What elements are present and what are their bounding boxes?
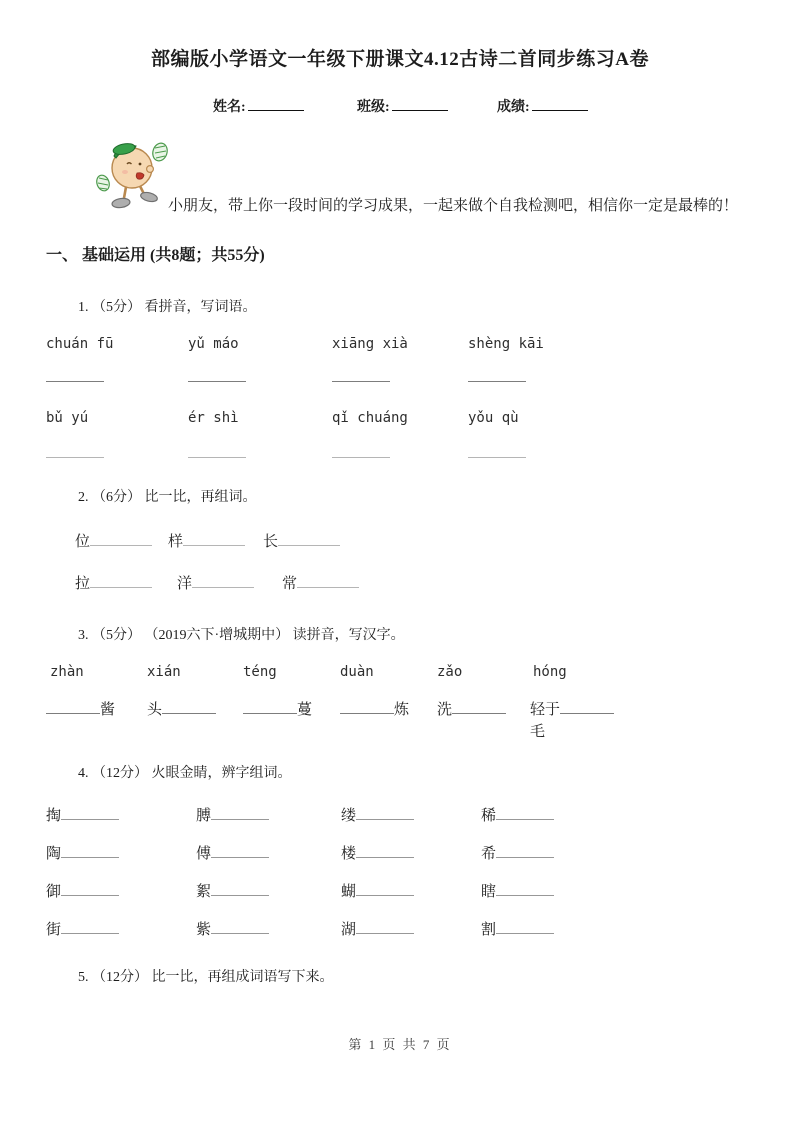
answer-blank (297, 574, 359, 588)
answer-blank (192, 574, 254, 588)
answer-blank (278, 532, 340, 546)
q2-char: 位 (75, 534, 91, 550)
answer-blank (61, 920, 119, 934)
answer-blank (356, 882, 414, 896)
q2-word-cell (168, 530, 245, 551)
q4-word-cell (341, 842, 414, 863)
score-blank (532, 96, 588, 111)
happy-child-mascot-icon (94, 136, 176, 214)
q3-answer-cell (340, 698, 409, 719)
q4-word-cell (481, 842, 554, 863)
answer-blank (496, 844, 554, 858)
q4-word-cell (46, 804, 119, 825)
answer-blank (46, 700, 100, 714)
answer-blank (211, 806, 269, 820)
q2-char: 洋 (177, 576, 193, 592)
answer-blank (332, 368, 390, 382)
q4-word-cell (196, 880, 269, 901)
answer-blank (332, 444, 390, 458)
q3-pinyin: hóng (533, 664, 567, 680)
q2-word-cell (177, 572, 254, 593)
q2-word-cell (282, 572, 359, 593)
q2-char: 样 (168, 534, 184, 550)
class-field (357, 96, 448, 116)
answer-blank (560, 700, 614, 714)
q4-char: 御 (46, 884, 62, 900)
q4-word-cell (46, 842, 119, 863)
q2-word-cell (75, 572, 152, 593)
answer-blank (61, 882, 119, 896)
answer-blank (90, 532, 152, 546)
answer-blank (340, 700, 394, 714)
answer-blank (356, 844, 414, 858)
q4-word-cell (481, 880, 554, 901)
section-1-heading: 一、 基础运用 (共8题；共55分) (46, 247, 265, 264)
q2-word-cell (263, 530, 340, 551)
class-blank (392, 96, 448, 111)
answer-blank (452, 700, 506, 714)
q3-answer-cell (243, 698, 312, 719)
intro-message: 小朋友，带上你一段时间的学习成果，一起来做个自我检测吧，相信你一定是最棒的！ (168, 198, 739, 214)
q1-pinyin: qǐ chuáng (332, 410, 408, 426)
q4-char: 紫 (196, 922, 212, 938)
answer-blank (468, 444, 526, 458)
answer-blank (61, 844, 119, 858)
answer-blank (496, 920, 554, 934)
q2-char: 拉 (75, 576, 91, 592)
q4-char: 絮 (196, 884, 212, 900)
answer-blank (90, 574, 152, 588)
name-label: 姓名: (213, 100, 246, 115)
q4-word-cell (196, 918, 269, 939)
q2-char: 常 (282, 576, 298, 592)
answer-blank (46, 368, 104, 382)
q3-pinyin: duàn (340, 664, 374, 680)
name-blank (248, 96, 304, 111)
q4-word-cell (46, 918, 119, 939)
q3-answer-cell (437, 698, 506, 719)
q4-word-cell (196, 804, 269, 825)
q3-char: 轻于 (530, 702, 561, 718)
answer-blank (356, 806, 414, 820)
q4-word-cell (481, 918, 554, 939)
answer-blank (46, 444, 104, 458)
answer-blank (356, 920, 414, 934)
answer-blank (496, 806, 554, 820)
q4-char: 稀 (481, 808, 497, 824)
q3-pinyin: téng (243, 664, 277, 680)
answer-blank (61, 806, 119, 820)
q5-header: 5. （12分） 比一比，再组成词语写下来。 (78, 970, 334, 985)
q4-char: 割 (481, 922, 497, 938)
answer-blank (162, 700, 216, 714)
q4-char: 缕 (341, 808, 357, 824)
q1-pinyin: chuán fū (46, 336, 114, 352)
q3-pinyin: zhàn (50, 664, 84, 680)
q4-word-cell (341, 918, 414, 939)
page-title: 部编版小学语文一年级下册课文4.12古诗二首同步练习A卷 (151, 49, 649, 70)
answer-blank (188, 368, 246, 382)
q1-pinyin: yǔ máo (188, 336, 239, 352)
answer-blank (211, 882, 269, 896)
q3-char: 头 (147, 702, 163, 718)
q2-word-cell (75, 530, 152, 551)
q4-char: 街 (46, 922, 62, 938)
q3-answer-cell (530, 698, 614, 719)
q3-char: 酱 (100, 702, 116, 718)
q3-char: 炼 (394, 702, 410, 718)
class-label: 班级: (357, 100, 390, 115)
q4-word-cell (46, 880, 119, 901)
q4-word-cell (341, 804, 414, 825)
answer-blank (243, 700, 297, 714)
q4-header: 4. （12分） 火眼金睛，辨字组词。 (78, 766, 292, 781)
q4-char: 蝴 (341, 884, 357, 900)
q4-char: 膊 (196, 808, 212, 824)
score-label: 成绩: (497, 100, 530, 115)
q4-char: 瞎 (481, 884, 497, 900)
q3-char: 洗 (437, 702, 453, 718)
q1-pinyin: ér shì (188, 410, 239, 426)
q4-char: 湖 (341, 922, 357, 938)
answer-blank (468, 368, 526, 382)
q4-char: 希 (481, 846, 497, 862)
q4-char: 陶 (46, 846, 62, 862)
q3-pinyin: xián (147, 664, 181, 680)
answer-blank (211, 844, 269, 858)
q1-pinyin: bǔ yú (46, 410, 89, 426)
q3-char: 蔓 (297, 702, 313, 718)
q1-pinyin: shèng kāi (468, 336, 544, 352)
q3-wrap-char: 毛 (530, 724, 546, 740)
q2-header: 2. （6分） 比一比，再组词。 (78, 490, 257, 505)
answer-blank (211, 920, 269, 934)
answer-blank (496, 882, 554, 896)
q3-pinyin: zǎo (437, 664, 463, 680)
q4-char: 傅 (196, 846, 212, 862)
name-field (213, 96, 304, 116)
q4-word-cell (341, 880, 414, 901)
q3-header: 3. （5分） （2019六下·增城期中） 读拼音，写汉字。 (78, 628, 405, 643)
q3-answer-cell (147, 698, 216, 719)
answer-blank (183, 532, 245, 546)
q4-char: 楼 (341, 846, 357, 862)
q2-char: 长 (263, 534, 279, 550)
answer-blank (188, 444, 246, 458)
q3-answer-cell (46, 698, 115, 719)
q4-char: 掏 (46, 808, 62, 824)
q1-header: 1. （5分） 看拼音，写词语。 (78, 300, 257, 315)
score-field (497, 96, 588, 116)
q1-pinyin: yǒu qù (468, 410, 519, 426)
page-number-footer: 第 1 页 共 7 页 (348, 1037, 452, 1052)
q1-pinyin: xiāng xià (332, 336, 408, 352)
q4-word-cell (196, 842, 269, 863)
q4-word-cell (481, 804, 554, 825)
